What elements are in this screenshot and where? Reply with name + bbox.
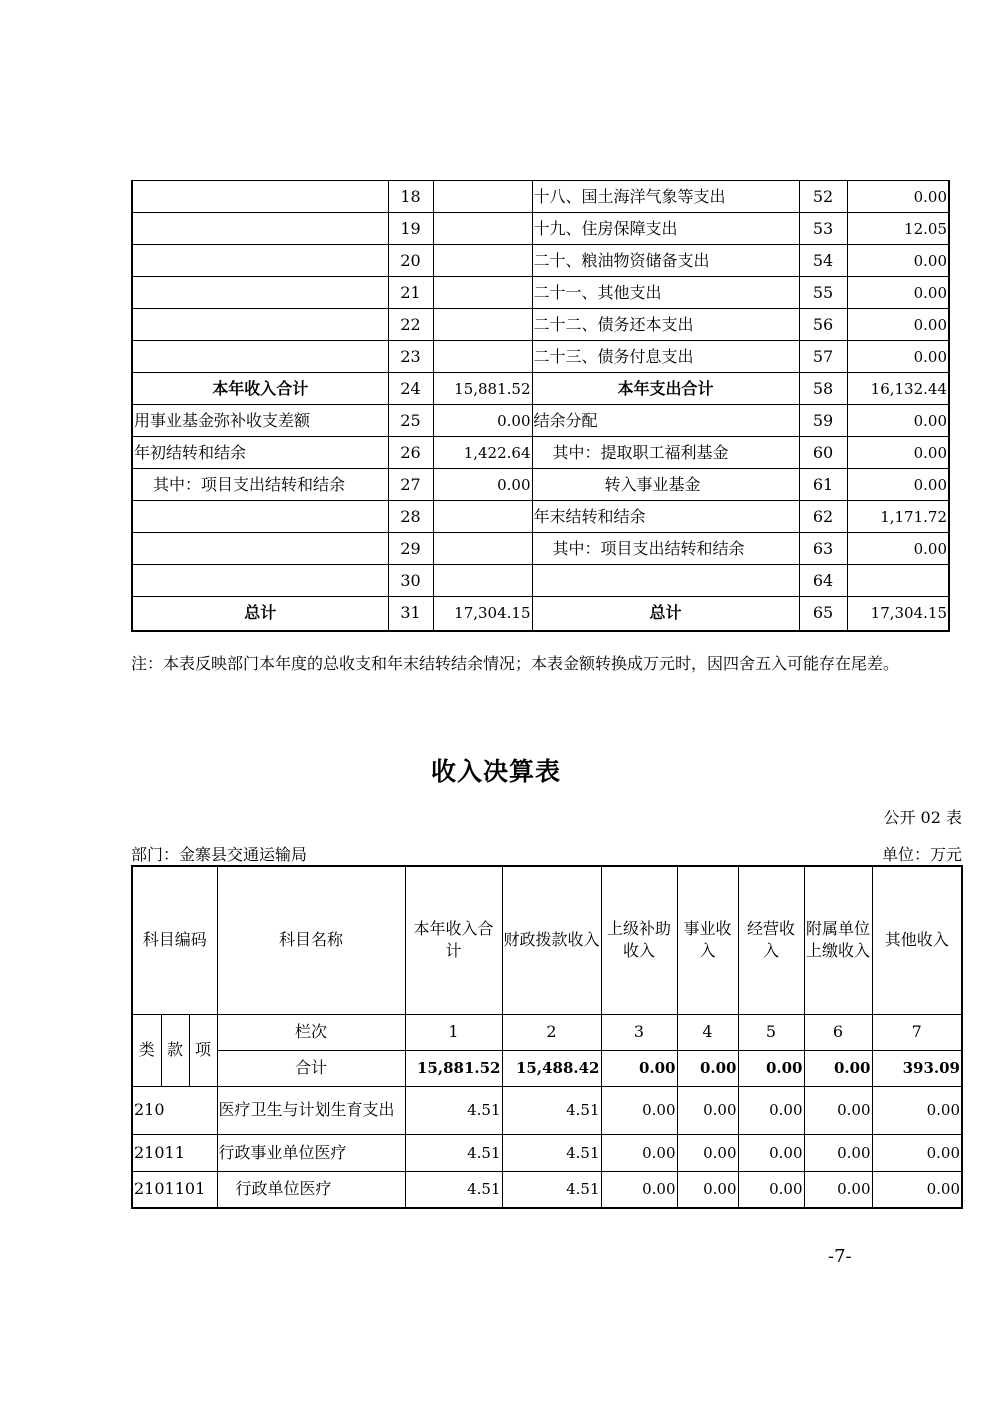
total-col-7: 393.09 xyxy=(872,1050,962,1086)
table-row xyxy=(132,533,949,565)
subject-name: 行政单位医疗 xyxy=(217,1171,405,1208)
amount-col-2: 4.51 xyxy=(502,1086,601,1134)
col-number-1: 1 xyxy=(405,1014,502,1050)
income-line-number: 25 xyxy=(388,405,433,437)
total-col-2: 15,488.42 xyxy=(502,1050,601,1086)
income-amount xyxy=(433,341,532,373)
header-col-7: 其他收入 xyxy=(872,866,962,1014)
header-lanci: 栏次 xyxy=(217,1014,405,1050)
expense-item-label: 其中：项目支出结转和结余 xyxy=(532,533,799,565)
header-col-1: 本年收入合计 xyxy=(405,866,502,1014)
expense-amount: 0.00 xyxy=(847,309,949,341)
total-col-5: 0.00 xyxy=(738,1050,804,1086)
header-col-6: 附属单位上缴收入 xyxy=(804,866,872,1014)
expense-line-number: 55 xyxy=(799,277,847,309)
income-amount: 1,422.64 xyxy=(433,437,532,469)
income-amount xyxy=(433,309,532,341)
table-number: 公开 02 表 xyxy=(883,808,962,827)
total-col-1: 15,881.52 xyxy=(405,1050,502,1086)
expense-line-number: 54 xyxy=(799,245,847,277)
expense-amount: 0.00 xyxy=(847,245,949,277)
header-subject-code: 科目编码 xyxy=(132,866,217,1014)
header-subject-name: 科目名称 xyxy=(217,866,405,1014)
expense-amount: 1,171.72 xyxy=(847,501,949,533)
expense-item-label: 二十一、其他支出 xyxy=(532,277,799,309)
expense-item-label: 其中：提取职工福利基金 xyxy=(532,437,799,469)
header-lei: 类 xyxy=(132,1014,161,1086)
amount-col-5: 0.00 xyxy=(738,1086,804,1134)
income-item-label: 总计 xyxy=(132,597,388,631)
income-item-label xyxy=(132,533,388,565)
income-amount xyxy=(433,181,532,213)
subject-code: 21011 xyxy=(132,1134,217,1171)
department-label: 部门：金寨县交通运输局 xyxy=(131,845,308,864)
amount-col-2: 4.51 xyxy=(502,1134,601,1171)
amount-col-7: 0.00 xyxy=(872,1086,962,1134)
table-row xyxy=(132,565,949,597)
income-line-number: 27 xyxy=(388,469,433,501)
page-number: -7- xyxy=(828,1246,852,1267)
income-amount xyxy=(433,213,532,245)
amount-col-1: 4.51 xyxy=(405,1134,502,1171)
income-line-number: 28 xyxy=(388,501,433,533)
subject-code: 2101101 xyxy=(132,1171,217,1208)
expense-line-number: 65 xyxy=(799,597,847,631)
expense-amount: 0.00 xyxy=(847,469,949,501)
income-item-label xyxy=(132,181,388,213)
expense-item-label: 总计 xyxy=(532,597,799,631)
expense-line-number: 61 xyxy=(799,469,847,501)
col-number-4: 4 xyxy=(677,1014,738,1050)
expense-item-label: 十九、住房保障支出 xyxy=(532,213,799,245)
table-row xyxy=(132,1171,962,1208)
table-row xyxy=(132,1086,962,1134)
header-col-2: 财政拨款收入 xyxy=(502,866,601,1014)
income-amount xyxy=(433,501,532,533)
expense-item-label: 二十二、债务还本支出 xyxy=(532,309,799,341)
col-number-6: 6 xyxy=(804,1014,872,1050)
table-row xyxy=(132,373,949,405)
expense-line-number: 57 xyxy=(799,341,847,373)
amount-col-1: 4.51 xyxy=(405,1171,502,1208)
income-amount xyxy=(433,245,532,277)
col-number-5: 5 xyxy=(738,1014,804,1050)
subject-name: 行政事业单位医疗 xyxy=(217,1134,405,1171)
expense-amount: 0.00 xyxy=(847,341,949,373)
income-line-number: 18 xyxy=(388,181,433,213)
table-row xyxy=(132,437,949,469)
table-note: 注：本表反映部门本年度的总收支和年末结转结余情况；本表金额转换成万元时，因四舍五入可能存在尾差。 xyxy=(131,654,900,673)
amount-col-3: 0.00 xyxy=(601,1171,677,1208)
amount-col-6: 0.00 xyxy=(804,1134,872,1171)
amount-col-5: 0.00 xyxy=(738,1134,804,1171)
table-row xyxy=(132,309,949,341)
amount-col-5: 0.00 xyxy=(738,1171,804,1208)
expense-amount xyxy=(847,565,949,597)
total-col-4: 0.00 xyxy=(677,1050,738,1086)
income-item-label: 其中：项目支出结转和结余 xyxy=(132,469,388,501)
income-amount: 15,881.52 xyxy=(433,373,532,405)
expense-amount: 0.00 xyxy=(847,277,949,309)
expense-item-label: 本年支出合计 xyxy=(532,373,799,405)
amount-col-4: 0.00 xyxy=(677,1171,738,1208)
expense-amount: 0.00 xyxy=(847,405,949,437)
income-amount: 0.00 xyxy=(433,469,532,501)
expense-line-number: 64 xyxy=(799,565,847,597)
income-table-title: 收入决算表 xyxy=(430,757,561,786)
income-line-number: 31 xyxy=(388,597,433,631)
expense-line-number: 56 xyxy=(799,309,847,341)
income-amount: 17,304.15 xyxy=(433,597,532,631)
expense-line-number: 58 xyxy=(799,373,847,405)
table-row xyxy=(132,405,949,437)
header-col-3: 上级补助收入 xyxy=(601,866,677,1014)
amount-col-6: 0.00 xyxy=(804,1171,872,1208)
income-item-label: 年初结转和结余 xyxy=(132,437,388,469)
col-number-3: 3 xyxy=(601,1014,677,1050)
amount-col-7: 0.00 xyxy=(872,1134,962,1171)
expense-item-label: 年末结转和结余 xyxy=(532,501,799,533)
unit-label: 单位：万元 xyxy=(881,845,962,864)
expense-amount: 16,132.44 xyxy=(847,373,949,405)
expense-amount: 12.05 xyxy=(847,213,949,245)
income-item-label xyxy=(132,277,388,309)
income-item-label xyxy=(132,213,388,245)
income-line-number: 22 xyxy=(388,309,433,341)
expense-line-number: 63 xyxy=(799,533,847,565)
table-row xyxy=(132,341,949,373)
expense-line-number: 53 xyxy=(799,213,847,245)
header-kuan: 款 xyxy=(161,1014,189,1086)
income-item-label xyxy=(132,501,388,533)
table-row xyxy=(132,469,949,501)
expense-line-number: 62 xyxy=(799,501,847,533)
table-row xyxy=(132,501,949,533)
amount-col-4: 0.00 xyxy=(677,1134,738,1171)
income-amount xyxy=(433,565,532,597)
expense-line-number: 52 xyxy=(799,181,847,213)
amount-col-6: 0.00 xyxy=(804,1086,872,1134)
table-row xyxy=(132,245,949,277)
table-row xyxy=(132,213,949,245)
table-row xyxy=(132,181,949,213)
expense-line-number: 59 xyxy=(799,405,847,437)
income-item-label: 用事业基金弥补收支差额 xyxy=(132,405,388,437)
expense-amount: 0.00 xyxy=(847,437,949,469)
income-line-number: 30 xyxy=(388,565,433,597)
expense-amount: 0.00 xyxy=(847,181,949,213)
income-final-accounts-table xyxy=(131,865,963,1209)
income-item-label xyxy=(132,245,388,277)
total-col-3: 0.00 xyxy=(601,1050,677,1086)
income-line-number: 26 xyxy=(388,437,433,469)
amount-col-7: 0.00 xyxy=(872,1171,962,1208)
amount-col-3: 0.00 xyxy=(601,1086,677,1134)
table-row xyxy=(132,597,949,631)
header-xiang: 项 xyxy=(189,1014,217,1086)
subject-name: 医疗卫生与计划生育支出 xyxy=(217,1086,405,1134)
table-row xyxy=(132,1134,962,1171)
total-label: 合计 xyxy=(217,1050,405,1086)
expense-item-label: 二十三、债务付息支出 xyxy=(532,341,799,373)
income-item-label xyxy=(132,565,388,597)
income-line-number: 23 xyxy=(388,341,433,373)
expense-item-label: 结余分配 xyxy=(532,405,799,437)
header-col-5: 经营收入 xyxy=(738,866,804,1014)
income-line-number: 20 xyxy=(388,245,433,277)
total-col-6: 0.00 xyxy=(804,1050,872,1086)
table-row xyxy=(132,277,949,309)
expense-line-number: 60 xyxy=(799,437,847,469)
income-item-label xyxy=(132,341,388,373)
income-line-number: 19 xyxy=(388,213,433,245)
amount-col-4: 0.00 xyxy=(677,1086,738,1134)
income-item-label xyxy=(132,309,388,341)
subject-code: 210 xyxy=(132,1086,217,1134)
col-number-2: 2 xyxy=(502,1014,601,1050)
income-amount xyxy=(433,277,532,309)
income-line-number: 24 xyxy=(388,373,433,405)
income-line-number: 21 xyxy=(388,277,433,309)
income-item-label: 本年收入合计 xyxy=(132,373,388,405)
amount-col-1: 4.51 xyxy=(405,1086,502,1134)
expense-item-label: 二十、粮油物资储备支出 xyxy=(532,245,799,277)
expense-amount: 0.00 xyxy=(847,533,949,565)
income-amount xyxy=(433,533,532,565)
expense-item-label xyxy=(532,565,799,597)
header-col-4: 事业收入 xyxy=(677,866,738,1014)
income-amount: 0.00 xyxy=(433,405,532,437)
income-line-number: 29 xyxy=(388,533,433,565)
expense-item-label: 十八、国土海洋气象等支出 xyxy=(532,181,799,213)
expense-item-label: 转入事业基金 xyxy=(532,469,799,501)
col-number-7: 7 xyxy=(872,1014,962,1050)
amount-col-2: 4.51 xyxy=(502,1171,601,1208)
income-expense-summary-table xyxy=(131,180,950,632)
amount-col-3: 0.00 xyxy=(601,1134,677,1171)
expense-amount: 17,304.15 xyxy=(847,597,949,631)
